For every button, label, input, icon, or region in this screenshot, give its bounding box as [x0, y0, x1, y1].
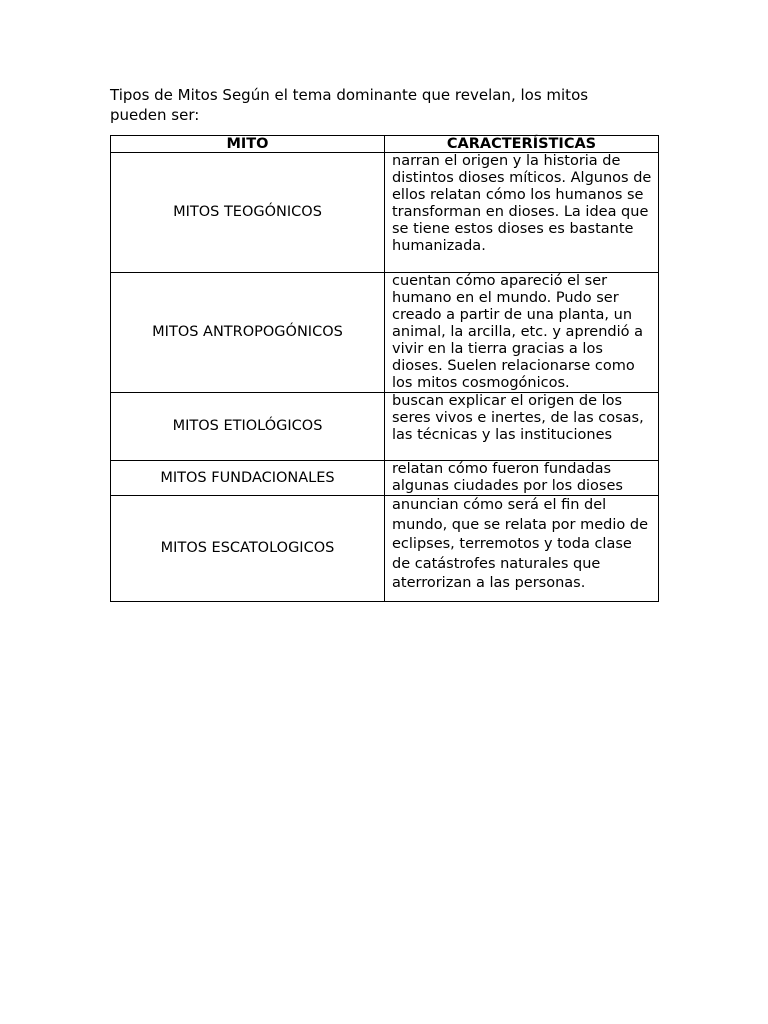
intro-line-1: Tipos de Mitos Según el tema dominante que revelan, los mitos [110, 86, 589, 104]
header-caracteristicas: CARACTERÍSTICAS [385, 136, 659, 153]
table-header-row [111, 136, 659, 153]
myth-name-cell: MITOS TEOGÓNICOS [111, 153, 385, 273]
myth-name-cell: MITOS FUNDACIONALES [111, 461, 385, 496]
intro-paragraph [110, 85, 650, 125]
table-row [111, 153, 659, 273]
myth-description-cell: relatan cómo fueron fundadas algunas ciudades por los dioses [385, 461, 659, 496]
table-row [111, 273, 659, 393]
table-row [111, 393, 659, 461]
table-row [111, 496, 659, 602]
table-row [111, 461, 659, 496]
intro-line-2: pueden ser: [110, 106, 200, 124]
myth-name-cell: MITOS ESCATOLOGICOS [111, 496, 385, 602]
myth-description-cell: narran el origen y la historia de distintos dioses míticos. Algunos de ellos relatan cómo los humanos se transforman en dioses. La idea que se tiene estos dioses es bastante humanizada. [385, 153, 659, 273]
header-mito: MITO [111, 136, 385, 153]
myth-description-cell: anuncian cómo será el fin del mundo, que se relata por medio de eclipses, terremotos y toda clase de catástrofes naturales que aterrorizan a las personas. [385, 496, 659, 602]
myths-table [110, 135, 659, 602]
myth-description-cell: cuentan cómo apareció el ser humano en el mundo. Pudo ser creado a partir de una planta, un animal, la arcilla, etc. y aprendió a vivir en la tierra gracias a los dioses. Suelen relacionarse como los mitos cosmogónicos. [385, 273, 659, 393]
myth-name-cell: MITOS ANTROPOGÓNICOS [111, 273, 385, 393]
myth-description-cell: buscan explicar el origen de los seres vivos e inertes, de las cosas, las técnicas y las instituciones [385, 393, 659, 461]
myth-name-cell: MITOS ETIOLÓGICOS [111, 393, 385, 461]
